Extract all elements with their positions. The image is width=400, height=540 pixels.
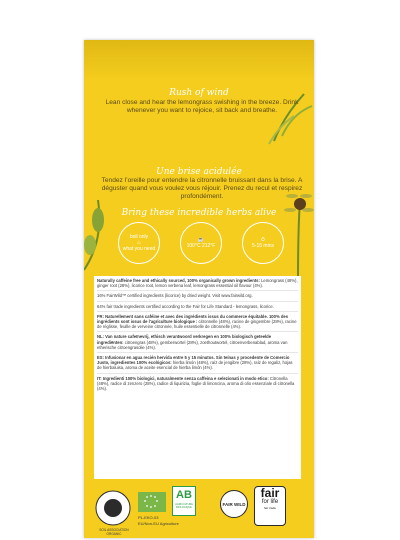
ingredients-es: ES: Infusionar en agua recién hervida entre 5 y 15 minutos. Sin teínas y procedente de Comercio Justo, ingredientes 100% ecológicos: hierba limón (48%), raíz de jengibre (28%), raíz de regaliz, hojas de hierbaluisa, aroma de aceite esencial de hierba limón (4%). — [97, 355, 298, 374]
heading-une-brise: Une brise acidulée — [156, 167, 242, 177]
step-boil — [118, 222, 160, 264]
heading-rush-of-wind: Rush of wind — [169, 88, 229, 98]
tea-box-back — [84, 40, 314, 538]
soil-association-text: SOIL ASSOCIATION ORGANIC — [99, 528, 129, 536]
cup-icon: ☕ — [197, 237, 205, 243]
step-time-text: 5-15 mins — [252, 243, 274, 249]
fairwild-logo — [220, 490, 248, 518]
intro-english: Lean close and hear the lemongrass swishing in the breeze. Drink whenever you want to rejoice, sit back and breathe. — [105, 99, 299, 114]
ingredients-nl: NL: Van nature cafeïnevrij, ethisch verantwoord verkregen en 100% biologisch geteelde ingrediënten: citroengras (48%), gemberwortel (28%), zoethoutwortel, citroenverbenablad, aroma van etherische citroengrasolie (4%). — [97, 334, 298, 353]
step-boil-line1: boil only — [129, 234, 149, 240]
intro-french: Tendez l’oreille pour entendre la citronnelle bruissant dans la brise. A déguster quand vous voulez vous réjouir. Prenez du recul et respirez profondément. — [101, 177, 303, 200]
fair-for-life-word: fair — [260, 486, 280, 500]
step-time — [242, 222, 284, 264]
ab-logo — [172, 486, 196, 516]
ingredients-it: IT: Ingredienti 100% biologici, naturalmente senza caffeina e selezionati in modo etico: Citronella (48%), radice di zenzero (28%), radice di liquirizia, foglie di limoncina, aroma di olio essenziale di citronella (4%). — [97, 375, 295, 392]
step-temperature — [180, 222, 222, 264]
echinacea-flower-illustration — [278, 190, 314, 280]
ingredients-panel — [94, 276, 301, 479]
for-life-word: for life — [261, 499, 279, 505]
eu-agriculture-text: EU/Non-EU Agriculture — [138, 521, 179, 526]
ab-logo-label: AB — [176, 489, 192, 501]
cert-code: PL-EKO-03 — [138, 515, 159, 520]
fair-for-life-logo — [254, 486, 286, 526]
eu-organic-logo — [138, 492, 166, 512]
heading-bring-alive: Bring these incredible herbs alive — [121, 208, 277, 218]
step-boil-line2: what you need — [122, 246, 156, 252]
timer-icon: ⏱ — [261, 237, 265, 243]
soil-association-logo — [94, 489, 132, 527]
fairwild-logo-text: FAIR WILD — [222, 501, 246, 507]
fairtrade-note: 64% fair trade ingredients certified according to the Fair for Life Standard - lemongrass, licorice. — [97, 304, 298, 312]
step-temp-text: 100°C 212°F — [186, 243, 216, 249]
ingredients-fr: FR: Naturellement sans caféine et avec des ingrédients issus du commerce équitable. 100% des ingrédients sont issus de l'agriculture biologique : citronnelle (48%), racine de gingembre (28%), racine de réglisse, feuille de verveine citronnée, huile essentielle de citronnelle (4%). — [97, 314, 298, 333]
fairwild-note: 16% FairWild™ certified ingredients (licorice) by dried weight. Visit www.fairwild.org. — [97, 293, 298, 301]
herb-left-illustration — [84, 190, 124, 280]
kettle-icon: ♨ — [136, 240, 142, 246]
fair-trade-word: fair trade — [264, 506, 276, 510]
eu-leaf-icon — [138, 492, 166, 512]
ab-logo-subtext: AGRICULTURE BIOLOGIQUE — [175, 503, 193, 509]
ingredients-en: Naturally caffeine free and ethically sourced, 100% organically grown ingredients: Lemongrass (48%), ginger root (28%), licorice root, lemon verbena leaf, lemongrass essential oil flavour (4%). — [97, 278, 298, 291]
